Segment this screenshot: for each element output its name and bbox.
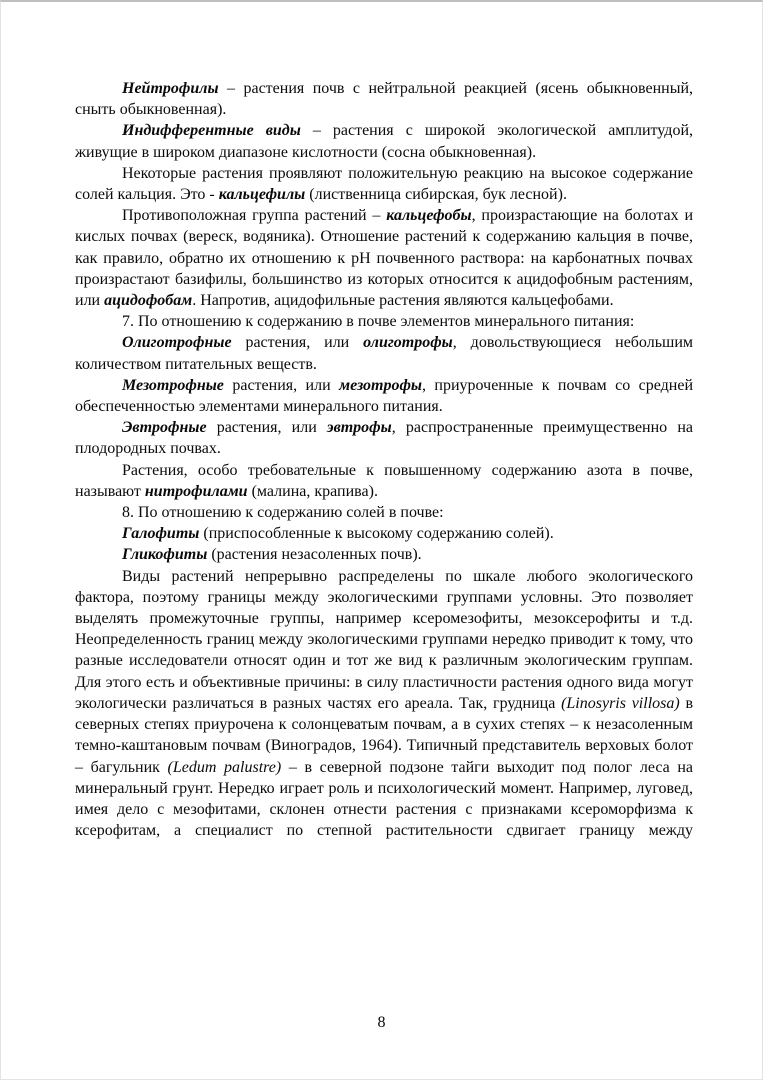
term: Нейтрофилы [122, 80, 219, 97]
document-body [75, 78, 693, 841]
text-run: Виды растений непрерывно распределены по шкале любого экологического фактора, поэтому границы между экологическими группами условны. Это позволяет выделять промежуточные группы, например ксеромезофиты, мезоксерофиты и т.д. Неопределенность границ между экологическими группами нередко приводит к тому, что разные исследователи относят один и тот же вид к различным экологическим группам. Для этого есть и объективные причины: в силу пластичности растения одного вида могут экологически различаться в разных частях его ареала. Так, грудница [75, 567, 693, 712]
latin-name: (Linosyris villosa) [561, 694, 680, 712]
term: Мезотрофные [122, 376, 224, 394]
text-run: , приуроченные к почвам со средней обеспеченностью элементами минерального питания. [75, 376, 694, 416]
paragraph [75, 566, 693, 842]
text-run: (растения незасоленных почв). [207, 546, 422, 564]
text-run: , распространенные преимущественно на плодородных почвах. [75, 419, 694, 458]
term: кальцефилы [218, 186, 306, 204]
paragraph [75, 460, 693, 502]
term: Галофиты [122, 525, 200, 543]
text-run: – растения почв с нейтральной реакцией (ясень обыкновенный, сныть обыкновенная). [75, 80, 693, 119]
term: Эвтрофные [122, 419, 207, 437]
paragraph [75, 205, 693, 311]
latin-name: (Ledum palustre) [167, 758, 282, 776]
paragraph [75, 120, 693, 162]
text-run: (приспособленные к высокому содержанию солей). [199, 525, 554, 543]
paragraph [75, 163, 693, 205]
text-run: растения, или [206, 419, 327, 437]
text-run: 8. По отношению к содержанию солей в почве: [122, 504, 444, 522]
text-run: . Напротив, ацидофильные растения являются кальцефобами. [192, 292, 614, 310]
text-run: , произрастающие на болотах и кислых почвах (вереск, водяника). Отношение растений к содержанию кальция в почве, как правило, обратно их отношению к рН почвенного раствора: на карбонатных почвах произрастают базифилы, большинство из которых относится к ацидофобным растениям, или [75, 207, 694, 310]
text-run: (лиственница сибирская, бук лесной). [305, 186, 567, 204]
paragraph [75, 523, 693, 544]
text-run: растения, или [231, 334, 364, 352]
text-run: (малина, крапива). [247, 482, 378, 500]
text-run: Растения, особо требовательные к повышенному содержанию азота в почве, называют [75, 461, 693, 500]
paragraph [75, 502, 693, 523]
term: Индифферентные виды [122, 122, 301, 140]
paragraph [75, 375, 693, 417]
term: нитрофилами [144, 482, 248, 500]
text-run: Противоположная группа растений – [122, 207, 387, 225]
paragraph [75, 311, 693, 332]
text-run: , довольствующиеся небольшим количеством питательных веществ. [75, 334, 694, 373]
paragraph [75, 544, 693, 565]
page-number: 8 [377, 1014, 386, 1031]
text-run: Некоторые растения проявляют положительную реакцию на высокое содержание солей кальция. Это - [75, 164, 693, 204]
term: мезотрофы [339, 376, 422, 394]
term: олиготрофы [363, 334, 453, 352]
paragraph [75, 78, 693, 120]
term: ацидофобам [104, 292, 193, 310]
paragraph [75, 417, 693, 459]
term: Олиготрофные [122, 334, 232, 352]
text-run: в северных степях приурочена к солонцеватым почвам, а в сухих степях – к незасоленным темно-каштановым почвам (Виноградов, 1964). Типичный представитель верховых болот – багульник [75, 694, 694, 776]
text-run: – растения с широкой экологической амплитудой, живущие в широком диапазоне кислотности (сосна обыкновенная). [75, 122, 693, 161]
text-run: – в северной подзоне тайги выходит под полог леса на минеральный грунт. Нередко играет роль и психологический момент. Например, луговед, имея дело с мезофитами, склонен отнести растения с признаками ксероморфизма к ксерофитам, а специалист по степной растительности сдвигает границу между [75, 758, 694, 840]
text-run: растения, или [223, 376, 340, 394]
term: эвтрофы [326, 419, 392, 437]
term: Гликофиты [122, 546, 208, 564]
paragraph [75, 332, 693, 374]
text-run: 7. По отношению к содержанию в почве элементов минерального питания: [122, 313, 635, 331]
term: кальцефобы [386, 207, 472, 225]
